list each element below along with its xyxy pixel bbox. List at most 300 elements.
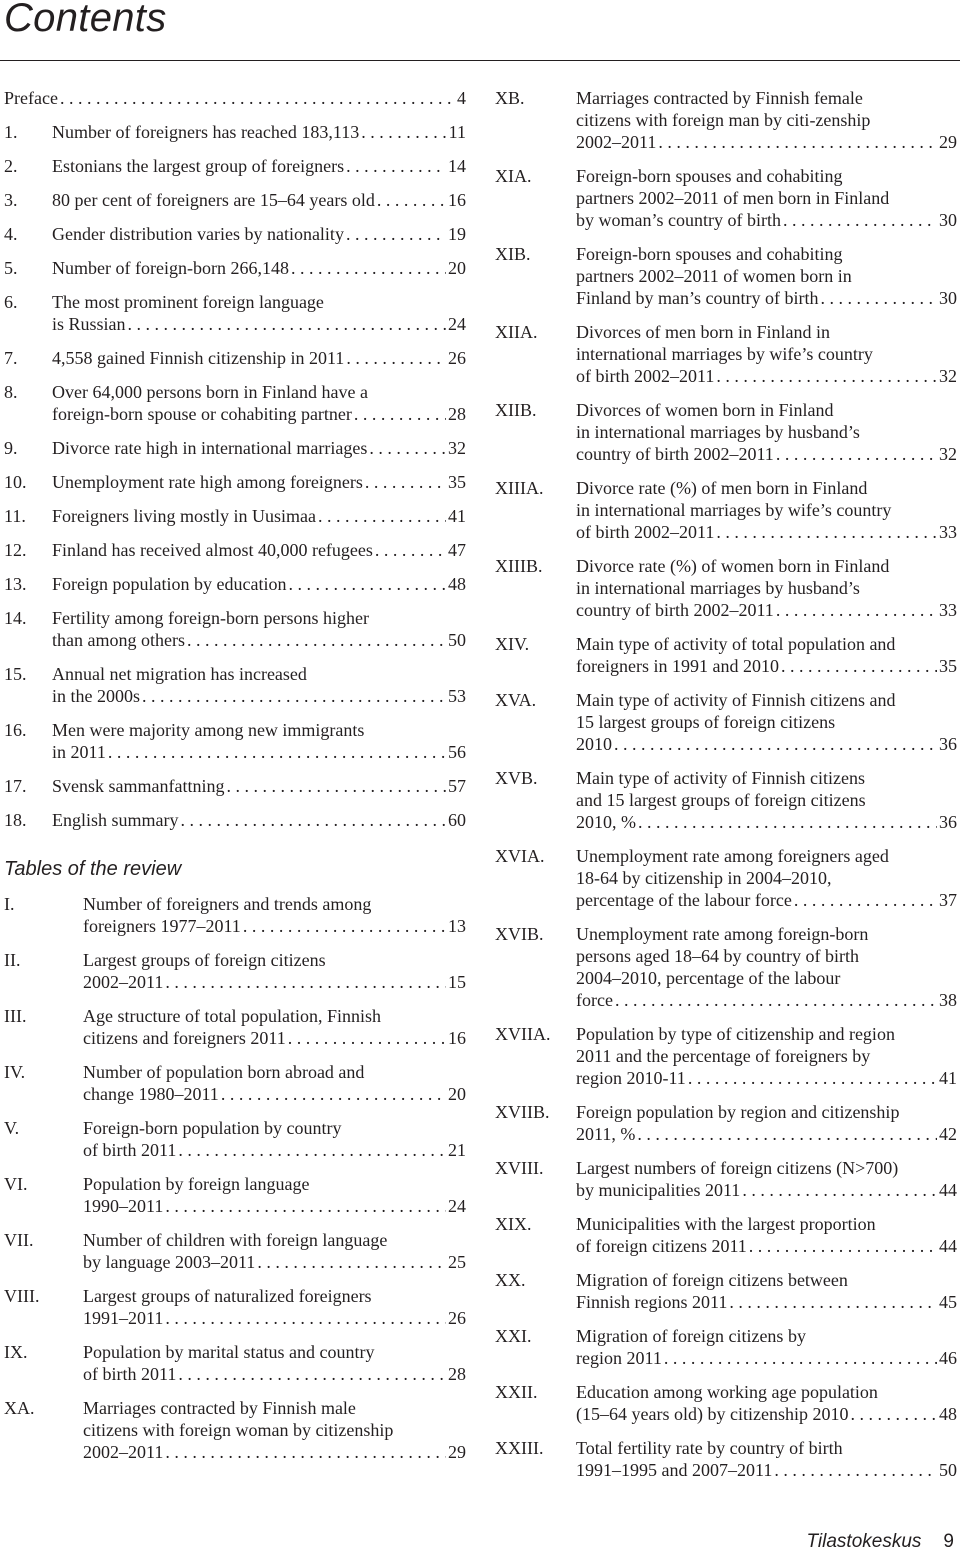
entry-title: Gender distribution varies by nationality xyxy=(52,224,344,244)
entry-number: XXII. xyxy=(495,1382,538,1402)
entry-number: 2. xyxy=(4,156,18,176)
dot-leader xyxy=(742,1179,937,1201)
publisher-name: Tilastokeskus xyxy=(806,1531,922,1552)
entry-title: of birth 2002–2011 xyxy=(576,522,715,542)
entry-title-line: Total fertility rate by country of birth xyxy=(576,1438,843,1458)
dot-leader xyxy=(354,403,446,425)
page-ref: 56 xyxy=(448,742,466,762)
page-ref: 33 xyxy=(939,522,957,542)
toc-table-entry[interactable] xyxy=(4,1061,466,1105)
entry-title: region 2010-11 xyxy=(576,1068,686,1088)
entry-title: 1990–2011 xyxy=(83,1196,164,1216)
dot-leader xyxy=(346,155,446,177)
toc-chapter-entry[interactable] xyxy=(4,775,466,797)
entry-title-line: Over 64,000 persons born in Finland have a xyxy=(52,382,368,402)
page-ref: 4 xyxy=(457,88,466,108)
entry-title: 2011, % xyxy=(576,1124,636,1144)
dot-leader xyxy=(128,313,446,335)
entry-title-line: Foreign-born spouses and cohabiting xyxy=(576,166,843,186)
entry-title-line: and 15 largest groups of foreign citizens xyxy=(576,790,866,810)
toc-table-entry[interactable] xyxy=(495,477,957,543)
entry-title-line: 15 largest groups of foreign citizens xyxy=(576,712,836,732)
entry-title: of birth 2002–2011 xyxy=(576,366,715,386)
dot-leader xyxy=(850,1403,937,1425)
entry-number: 7. xyxy=(4,348,18,368)
page-ref: 47 xyxy=(448,540,466,560)
entry-number: XB. xyxy=(495,88,525,108)
entry-title-line: Population by marital status and country xyxy=(83,1342,375,1362)
entry-title: Number of foreign-born 266,148 xyxy=(52,258,289,278)
entry-title-line: Fertility among foreign-born persons higher xyxy=(52,608,369,628)
entry-title: 2010 xyxy=(576,734,612,754)
entry-number: XVIIB. xyxy=(495,1102,550,1122)
entry-title: than among others xyxy=(52,630,185,650)
entry-title: change 1980–2011 xyxy=(83,1084,219,1104)
entry-number: 6. xyxy=(4,292,18,312)
entry-title: percentage of the labour force xyxy=(576,890,792,910)
page-ref: 36 xyxy=(939,812,957,832)
page-ref: 20 xyxy=(448,258,466,278)
toc-table-entry[interactable] xyxy=(4,1117,466,1161)
page-ref: 44 xyxy=(939,1180,957,1200)
dot-leader xyxy=(375,539,446,561)
dot-leader xyxy=(638,811,937,833)
dot-leader xyxy=(257,1251,446,1273)
entry-title: of birth 2011 xyxy=(83,1364,177,1384)
toc-chapter-entry[interactable] xyxy=(4,437,466,459)
page-ref: 50 xyxy=(448,630,466,650)
dot-leader xyxy=(365,471,446,493)
entry-title-line: Main type of activity of total population and xyxy=(576,634,896,654)
entry-title-line: Unemployment rate among foreigners aged xyxy=(576,846,889,866)
entry-title: region 2011 xyxy=(576,1348,662,1368)
entry-title-line: Divorce rate (%) of men born in Finland xyxy=(576,478,868,498)
entry-number: XIB. xyxy=(495,244,531,264)
entry-title: in the 2000s xyxy=(52,686,140,706)
entry-title-line: Education among working age population xyxy=(576,1382,878,1402)
entry-number: 4. xyxy=(4,224,18,244)
dot-leader xyxy=(637,1123,937,1145)
entry-number: XXIII. xyxy=(495,1438,544,1458)
dot-leader xyxy=(291,257,446,279)
entry-title: in 2011 xyxy=(52,742,106,762)
entry-number: IV. xyxy=(4,1062,26,1082)
entry-title: Finland has received almost 40,000 refugees xyxy=(52,540,373,560)
chapter-list xyxy=(4,87,466,831)
page-ref: 32 xyxy=(939,444,957,464)
entry-title-line: Number of population born abroad and xyxy=(83,1062,365,1082)
toc-chapter-entry[interactable] xyxy=(4,573,466,595)
dot-leader xyxy=(658,131,937,153)
page-title: Contents xyxy=(4,0,167,40)
dot-leader xyxy=(716,521,937,543)
entry-title: 4,558 gained Finnish citizenship in 2011 xyxy=(52,348,345,368)
entry-number: XIIIA. xyxy=(495,478,544,498)
toc-table-entry[interactable] xyxy=(495,87,957,153)
entry-number: XXI. xyxy=(495,1326,532,1346)
entry-title: Preface xyxy=(4,88,58,108)
page-ref: 30 xyxy=(939,288,957,308)
toc-table-entry[interactable] xyxy=(495,1437,957,1481)
page-ref: 32 xyxy=(939,366,957,386)
dot-leader xyxy=(346,223,446,245)
page-ref: 37 xyxy=(939,890,957,910)
heading-rule xyxy=(0,60,960,61)
entry-title: Finland by man’s country of birth xyxy=(576,288,819,308)
entry-number: XVIIA. xyxy=(495,1024,551,1044)
entry-number: II. xyxy=(4,950,21,970)
toc-table-entry[interactable] xyxy=(495,1101,957,1145)
toc-chapter-entry[interactable] xyxy=(4,155,466,177)
contents-column-right xyxy=(495,87,957,1493)
entry-title: Estonians the largest group of foreigners xyxy=(52,156,345,176)
toc-table-entry[interactable] xyxy=(495,555,957,621)
entry-number: 9. xyxy=(4,438,18,458)
page-ref: 26 xyxy=(448,1308,466,1328)
entry-title: Unemployment rate high among foreigners xyxy=(52,472,363,492)
page-ref: 16 xyxy=(448,1028,466,1048)
dot-leader xyxy=(774,1459,937,1481)
entry-title-line: partners 2002–2011 of men born in Finland xyxy=(576,188,890,208)
dot-leader xyxy=(243,915,446,937)
toc-chapter-entry[interactable] xyxy=(4,607,466,651)
entry-title-line: Largest groups of foreign citizens xyxy=(83,950,326,970)
entry-number: 12. xyxy=(4,540,27,560)
page-ref: 28 xyxy=(448,1364,466,1384)
entry-number: 17. xyxy=(4,776,27,796)
page-ref: 32 xyxy=(448,438,466,458)
entry-title-line: Marriages contracted by Finnish female xyxy=(576,88,863,108)
entry-title: foreigners 1977–2011 xyxy=(83,916,241,936)
entry-title-line: Population by foreign language xyxy=(83,1174,310,1194)
toc-chapter-entry[interactable] xyxy=(4,223,466,245)
entry-title-line: in international marriages by husband’s xyxy=(576,422,860,442)
dot-leader xyxy=(361,121,446,143)
page-ref: 29 xyxy=(448,1442,466,1462)
page-ref: 45 xyxy=(939,1292,957,1312)
entry-title-line: Marriages contracted by Finnish male xyxy=(83,1398,356,1418)
entry-number: 15. xyxy=(4,664,27,684)
page-ref: 48 xyxy=(939,1404,957,1424)
page-ref: 50 xyxy=(939,1460,957,1480)
entry-title-line: 2004–2010, percentage of the labour xyxy=(576,968,841,988)
entry-title-line: partners 2002–2011 of women born in xyxy=(576,266,852,286)
toc-table-entry[interactable] xyxy=(4,1005,466,1049)
toc-chapter-entry[interactable] xyxy=(4,719,466,763)
entry-title-line: in international marriages by wife’s country xyxy=(576,500,892,520)
entry-title: (15–64 years old) by citizenship 2010 xyxy=(576,1404,849,1424)
toc-table-entry[interactable] xyxy=(495,165,957,231)
page-ref: 24 xyxy=(448,314,466,334)
page-ref: 53 xyxy=(448,686,466,706)
entry-number: XIV. xyxy=(495,634,530,654)
dot-leader xyxy=(165,971,446,993)
entry-title-line: Main type of activity of Finnish citizens and xyxy=(576,690,896,710)
dot-leader xyxy=(749,1235,937,1257)
toc-table-entry[interactable] xyxy=(495,243,957,309)
toc-table-entry[interactable] xyxy=(495,633,957,677)
toc-table-entry[interactable] xyxy=(495,1023,957,1089)
entry-title-line: persons aged 18–64 by country of birth xyxy=(576,946,859,966)
entry-number: XVIB. xyxy=(495,924,544,944)
entry-title: force xyxy=(576,990,613,1010)
entry-number: VIII. xyxy=(4,1286,40,1306)
dot-leader xyxy=(614,733,937,755)
dot-leader xyxy=(226,775,446,797)
dot-leader xyxy=(187,629,446,651)
contents-column-left xyxy=(4,87,466,1475)
dot-leader xyxy=(615,989,937,1011)
dot-leader xyxy=(664,1347,937,1369)
entry-number: XA. xyxy=(4,1398,35,1418)
entry-title-line: Divorces of men born in Finland in xyxy=(576,322,830,342)
entry-title: 1991–2011 xyxy=(83,1308,164,1328)
dot-leader xyxy=(178,1363,446,1385)
entry-number: 10. xyxy=(4,472,27,492)
toc-table-entry[interactable] xyxy=(495,689,957,755)
entry-title: Divorce rate high in international marriages xyxy=(52,438,368,458)
entry-number: XX. xyxy=(495,1270,526,1290)
entry-title-line: Number of children with foreign language xyxy=(83,1230,388,1250)
page-ref: 20 xyxy=(448,1084,466,1104)
toc-chapter-entry[interactable] xyxy=(4,121,466,143)
toc-chapter-entry[interactable] xyxy=(4,809,466,831)
page-ref: 29 xyxy=(939,132,957,152)
toc-chapter-entry[interactable] xyxy=(4,347,466,369)
entry-title: country of birth 2002–2011 xyxy=(576,600,774,620)
entry-title: of birth 2011 xyxy=(83,1140,177,1160)
entry-number: 11. xyxy=(4,506,26,526)
entry-title-line: Age structure of total population, Finnish xyxy=(83,1006,381,1026)
entry-title: Number of foreigners has reached 183,113 xyxy=(52,122,360,142)
entry-title-line: The most prominent foreign language xyxy=(52,292,324,312)
page-ref: 28 xyxy=(448,404,466,424)
entry-number: XIX. xyxy=(495,1214,532,1234)
entry-title-line: Main type of activity of Finnish citizens xyxy=(576,768,865,788)
entry-title: 1991–1995 and 2007–2011 xyxy=(576,1460,773,1480)
entry-title: 2002–2011 xyxy=(83,1442,164,1462)
entry-title-line: Largest numbers of foreign citizens (N>700) xyxy=(576,1158,899,1178)
toc-table-entry[interactable] xyxy=(4,893,466,937)
entry-title-line: Foreign-born spouses and cohabiting xyxy=(576,244,843,264)
page-ref: 24 xyxy=(448,1196,466,1216)
toc-table-entry[interactable] xyxy=(495,845,957,911)
entry-title-line: Migration of foreign citizens between xyxy=(576,1270,848,1290)
toc-table-entry[interactable] xyxy=(4,1229,466,1273)
dot-leader xyxy=(142,685,446,707)
entry-title: 2002–2011 xyxy=(576,132,657,152)
toc-table-entry[interactable] xyxy=(495,1213,957,1257)
page-ref: 35 xyxy=(939,656,957,676)
entry-title-line: Migration of foreign citizens by xyxy=(576,1326,806,1346)
toc-chapter-entry[interactable] xyxy=(4,663,466,707)
entry-title: country of birth 2002–2011 xyxy=(576,444,774,464)
dot-leader xyxy=(369,437,446,459)
entry-title-line: Number of foreigners and trends among xyxy=(83,894,372,914)
page-ref: 60 xyxy=(448,810,466,830)
entry-title-line: Foreign-born population by country xyxy=(83,1118,342,1138)
entry-number: 5. xyxy=(4,258,18,278)
entry-number: XVB. xyxy=(495,768,538,788)
toc-table-entry[interactable] xyxy=(495,1157,957,1201)
dot-leader xyxy=(820,287,937,309)
dot-leader xyxy=(178,1139,446,1161)
page-ref: 44 xyxy=(939,1236,957,1256)
entry-title: of foreign citizens 2011 xyxy=(576,1236,747,1256)
page-number: 9 xyxy=(943,1531,954,1552)
toc-table-entry[interactable] xyxy=(495,1381,957,1425)
entry-title: 80 per cent of foreigners are 15–64 years old xyxy=(52,190,375,210)
entry-title-line: Foreign population by region and citizenship xyxy=(576,1102,900,1122)
tables-list-left xyxy=(4,893,466,1463)
dot-leader xyxy=(781,655,937,677)
entry-number: V. xyxy=(4,1118,20,1138)
dot-leader xyxy=(318,505,446,527)
entry-title: citizens and foreigners 2011 xyxy=(83,1028,286,1048)
dot-leader xyxy=(288,573,446,595)
entry-number: XIIB. xyxy=(495,400,537,420)
page-ref: 57 xyxy=(448,776,466,796)
entry-title: by municipalities 2011 xyxy=(576,1180,741,1200)
entry-title-line: Men were majority among new immigrants xyxy=(52,720,365,740)
entry-title-line: citizens with foreign woman by citizenship xyxy=(83,1420,394,1440)
entry-number: 13. xyxy=(4,574,27,594)
entry-title-line: Unemployment rate among foreign-born xyxy=(576,924,869,944)
page-ref: 42 xyxy=(939,1124,957,1144)
dot-leader xyxy=(165,1307,446,1329)
entry-number: XIIIB. xyxy=(495,556,543,576)
page-ref: 36 xyxy=(939,734,957,754)
entry-title-line: Municipalities with the largest proportion xyxy=(576,1214,876,1234)
dot-leader xyxy=(165,1441,446,1463)
entry-title-line: Divorces of women born in Finland xyxy=(576,400,834,420)
page-footer xyxy=(806,1531,954,1553)
toc-table-entry[interactable] xyxy=(495,1325,957,1369)
entry-title: by woman’s country of birth xyxy=(576,210,781,230)
entry-title-line: 18-64 by citizenship in 2004–2010, xyxy=(576,868,832,888)
page-ref: 46 xyxy=(939,1348,957,1368)
dot-leader xyxy=(60,87,455,109)
dot-leader xyxy=(346,347,446,369)
toc-chapter-entry[interactable] xyxy=(4,539,466,561)
toc-table-entry[interactable] xyxy=(495,321,957,387)
page-ref: 15 xyxy=(448,972,466,992)
dot-leader xyxy=(181,809,447,831)
toc-table-entry[interactable] xyxy=(495,923,957,1011)
page-ref: 30 xyxy=(939,210,957,230)
entry-title: foreign-born spouse or cohabiting partner xyxy=(52,404,352,424)
toc-table-entry[interactable] xyxy=(4,1173,466,1217)
entry-title-line: Annual net migration has increased xyxy=(52,664,307,684)
entry-number: 8. xyxy=(4,382,18,402)
page-ref: 38 xyxy=(939,990,957,1010)
entry-title-line: Divorce rate (%) of women born in Finland xyxy=(576,556,890,576)
page-ref: 41 xyxy=(939,1068,957,1088)
toc-chapter-entry[interactable] xyxy=(4,257,466,279)
page-ref: 33 xyxy=(939,600,957,620)
entry-title-line: international marriages by wife’s country xyxy=(576,344,873,364)
entry-number: VI. xyxy=(4,1174,28,1194)
page-ref: 14 xyxy=(448,156,466,176)
toc-chapter-entry[interactable] xyxy=(4,87,466,109)
entry-number: 16. xyxy=(4,720,27,740)
page-ref: 13 xyxy=(448,916,466,936)
toc-table-entry[interactable] xyxy=(495,399,957,465)
entry-number: XIA. xyxy=(495,166,532,186)
dot-leader xyxy=(794,889,937,911)
entry-title: English summary xyxy=(52,810,179,830)
toc-table-entry[interactable] xyxy=(495,1269,957,1313)
entry-title: foreigners in 1991 and 2010 xyxy=(576,656,779,676)
entry-title: 2002–2011 xyxy=(83,972,164,992)
entry-title: Foreigners living mostly in Uusimaa xyxy=(52,506,316,526)
entry-title-line: in international marriages by husband’s xyxy=(576,578,860,598)
entry-title-line: Largest groups of naturalized foreigners xyxy=(83,1286,372,1306)
dot-leader xyxy=(716,365,937,387)
page-ref: 26 xyxy=(448,348,466,368)
entry-title: is Russian xyxy=(52,314,126,334)
tables-list-right xyxy=(495,87,957,1481)
entry-number: VII. xyxy=(4,1230,34,1250)
page-ref: 21 xyxy=(448,1140,466,1160)
page-ref: 48 xyxy=(448,574,466,594)
toc-table-entry[interactable] xyxy=(4,949,466,993)
entry-number: XVIA. xyxy=(495,846,545,866)
entry-number: 3. xyxy=(4,190,18,210)
toc-table-entry[interactable] xyxy=(495,767,957,833)
dot-leader xyxy=(108,741,446,763)
entry-number: 1. xyxy=(4,122,18,142)
entry-title: Finnish regions 2011 xyxy=(576,1292,728,1312)
entry-title: 2010, % xyxy=(576,812,636,832)
toc-chapter-entry[interactable] xyxy=(4,505,466,527)
entry-title-line: citizens with foreign man by citi-zenship xyxy=(576,110,871,130)
entry-number: 14. xyxy=(4,608,27,628)
dot-leader xyxy=(165,1195,446,1217)
entry-number: XVIII. xyxy=(495,1158,544,1178)
page-ref: 11 xyxy=(448,122,466,142)
dot-leader xyxy=(688,1067,937,1089)
toc-table-entry[interactable] xyxy=(4,1285,466,1329)
page-ref: 35 xyxy=(448,472,466,492)
toc-chapter-entry[interactable] xyxy=(4,291,466,335)
entry-title-line: 2011 and the percentage of foreigners by xyxy=(576,1046,871,1066)
entry-number: III. xyxy=(4,1006,27,1026)
toc-chapter-entry[interactable] xyxy=(4,471,466,493)
page-ref: 25 xyxy=(448,1252,466,1272)
entry-title: Foreign population by education xyxy=(52,574,287,594)
entry-title: by language 2003–2011 xyxy=(83,1252,256,1272)
dot-leader xyxy=(783,209,937,231)
toc-chapter-entry[interactable] xyxy=(4,381,466,425)
entry-number: IX. xyxy=(4,1342,28,1362)
entry-number: 18. xyxy=(4,810,27,830)
entry-number: XVA. xyxy=(495,690,537,710)
dot-leader xyxy=(776,443,937,465)
toc-table-entry[interactable] xyxy=(4,1341,466,1385)
page-ref: 19 xyxy=(448,224,466,244)
entry-number: XIIA. xyxy=(495,322,538,342)
entry-number: I. xyxy=(4,894,15,914)
dot-leader xyxy=(377,189,446,211)
dot-leader xyxy=(776,599,937,621)
toc-chapter-entry[interactable] xyxy=(4,189,466,211)
tables-heading: Tables of the review xyxy=(4,858,182,880)
dot-leader xyxy=(221,1083,446,1105)
dot-leader xyxy=(288,1027,446,1049)
toc-table-entry[interactable] xyxy=(4,1397,466,1463)
page-ref: 16 xyxy=(448,190,466,210)
